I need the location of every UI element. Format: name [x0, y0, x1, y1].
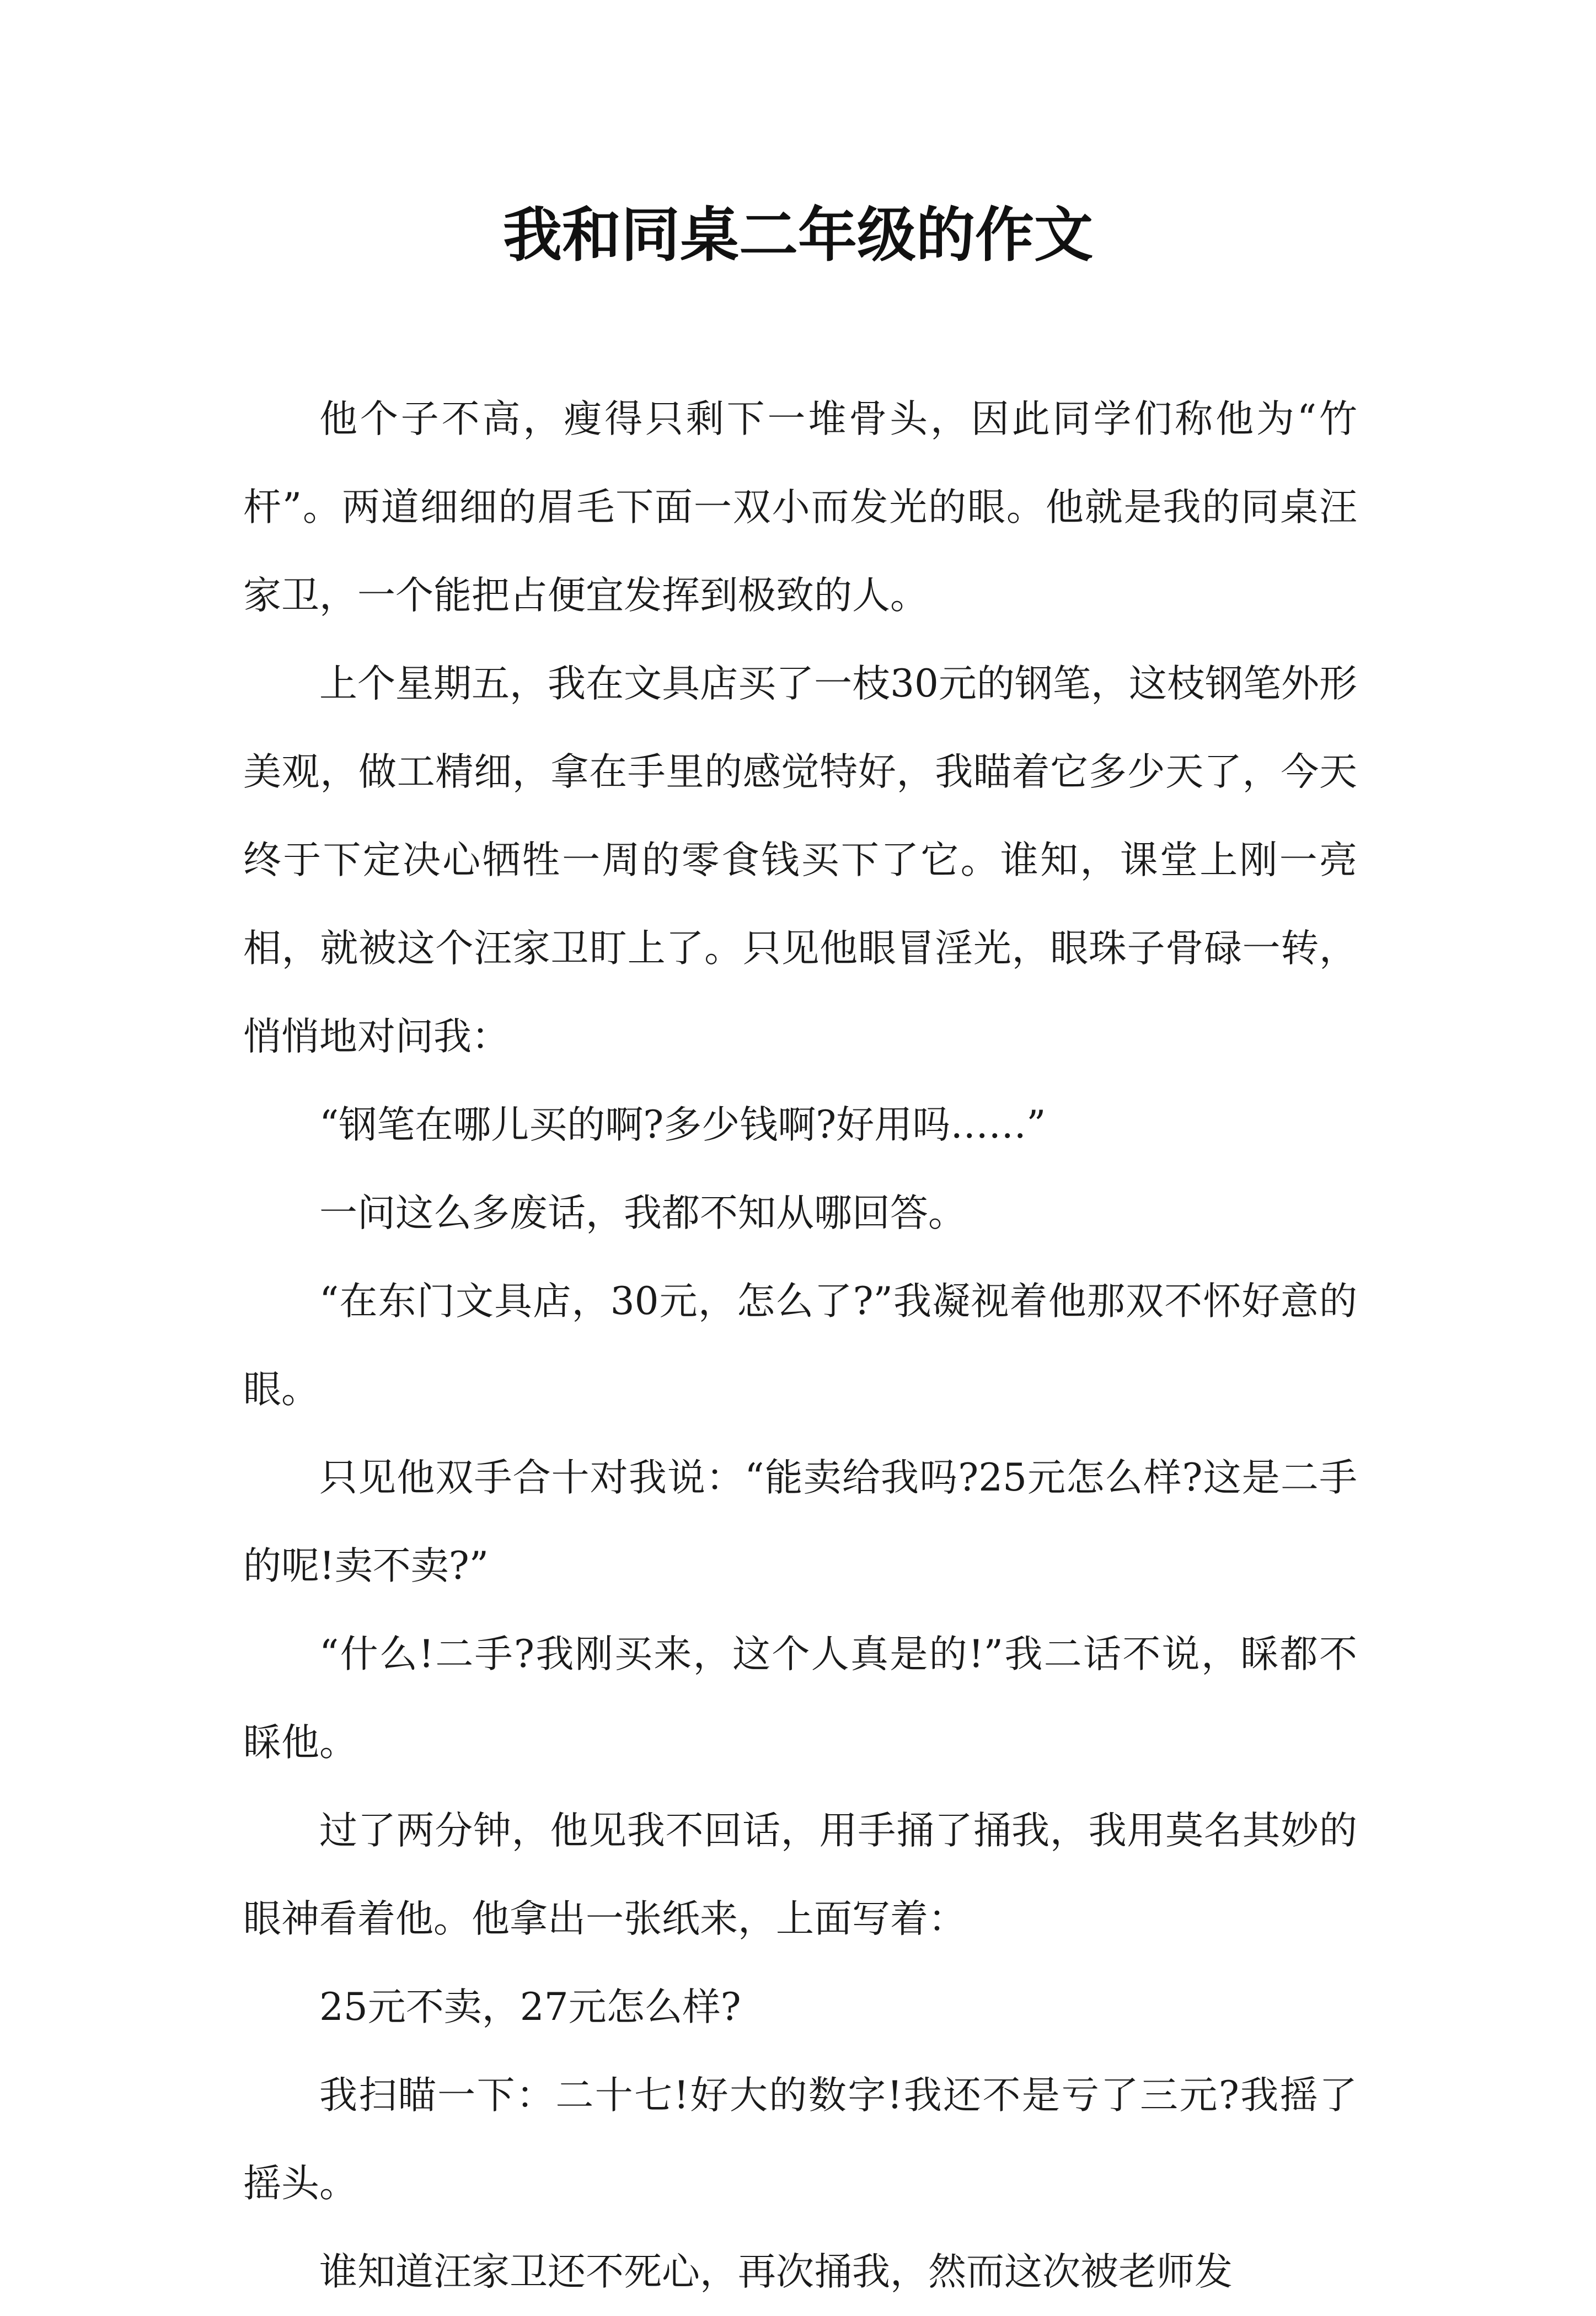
paragraph: 过了两分钟，他见我不回话，用手捅了捅我，我用莫名其妙的眼神看着他。他拿出一张纸来，上面写着：: [243, 1809, 1357, 1941]
paragraph: 谁知道汪家卫还不死心，再次捅我，然而这次被老师发: [319, 2250, 1233, 2294]
paragraph: “什么!二手?我刚买来，这个人真是的!”我二话不说，睬都不睬他。: [243, 1632, 1357, 1765]
paragraph: 他个子不高，瘦得只剩下一堆骨头，因此同学们称他为“竹杆”。两道细细的眉毛下面一双小而发光的眼。他就是我的同桌汪家卫，一个能把占便宜发挥到极致的人。: [243, 397, 1357, 618]
paragraph: “在东门文具店，30元，怎么了?”我凝视着他那双不怀好意的眼。: [243, 1279, 1357, 1412]
paragraph: 上个星期五，我在文具店买了一枝30元的钢笔，这枝钢笔外形美观，做工精细，拿在手里的感觉特好，我瞄着它多少天了，今天终于下定决心牺牲一周的零食钱买下了它。谁知，课堂上刚一亮相，就被这个汪家卫盯上了。只见他眼冒淫光，眼珠子骨碌一转，悄悄地对问我：: [243, 662, 1357, 1059]
paragraph: 25元不卖，27元怎么样?: [319, 1985, 741, 2029]
paragraph: 我扫瞄一下：二十七!好大的数字!我还不是亏了三元?我摇了摇头。: [243, 2073, 1357, 2206]
paragraph: 只见他双手合十对我说：“能卖给我吗?25元怎么样?这是二手的呢!卖不卖?”: [243, 1456, 1357, 1588]
document-title: 我和同桌二年级的作文: [502, 201, 1093, 270]
paragraph: “钢笔在哪儿买的啊?多少钱啊?好用吗……”: [319, 1103, 1046, 1147]
document-body: [243, 375, 1357, 2316]
paragraph: 一问这么多废话，我都不知从哪回答。: [319, 1191, 966, 1235]
